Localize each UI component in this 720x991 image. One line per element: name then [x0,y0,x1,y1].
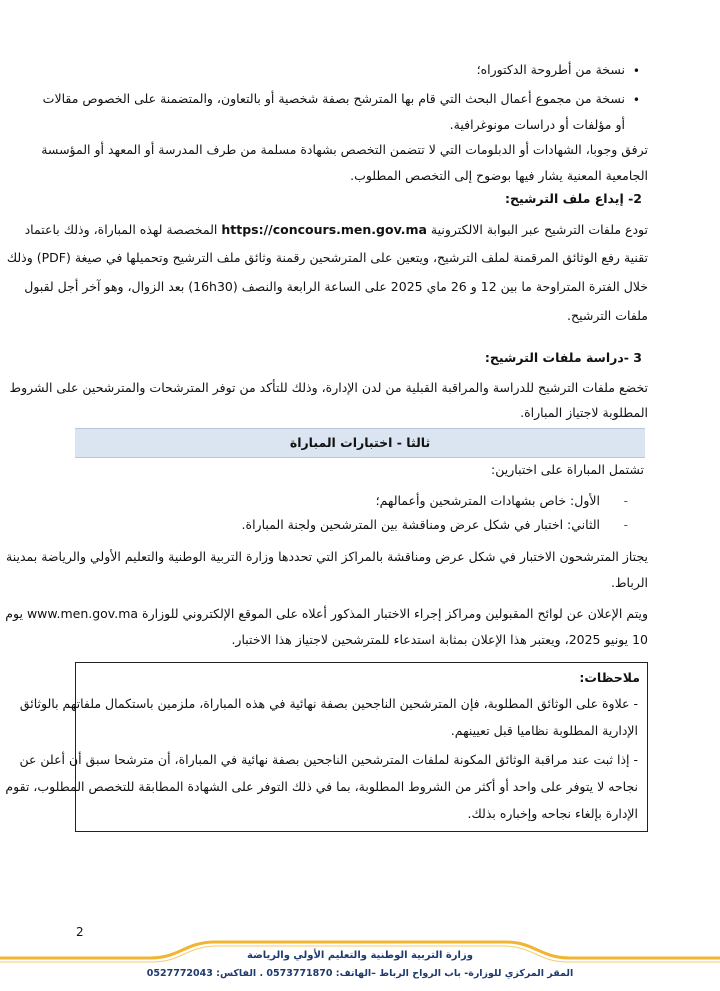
section3-heading: 3 -دراسة ملفات الترشيح: [484,350,642,365]
portal-url-link[interactable]: https://concours.men.gov.ma [221,222,427,237]
exam-item-second: الثاني: اختبار في شكل عرض ومناقشة بين المترشحين ولجنة المباراة. [241,517,600,532]
para-attach-line2: الجامعية المعنية يشار فيها بوضوح إلى التخصص المطلوب. [350,168,648,183]
section2-line2: تقنية رفع الوثائق المرقمنة لملف الترشيح، ويتعين على المترشحين رقمنة وثائق ملف الترشيح وتحميلها في صيغة (PDF) وذلك [6,250,648,265]
para-announce-line1 [5,606,648,621]
para-announce-start: ويتم الإعلان عن لوائح المقبولين ومراكز إجراء الاختبار المذكور أعلاه على الموقع الإلكتروني للوزارة [142,606,648,621]
band-title: ثالثا - اختبارات المباراة [289,435,431,450]
notes-title: ملاحظات: [579,670,640,685]
bullet-research-works-line1: نسخة من مجموع أعمال البحث التي قام بها المترشح بصفة شخصية أو بالتعاون، والمتضمنة على الخصوص مقالات [42,91,625,106]
footer-address: المقر المركزي للوزارة- باب الرواح الرباط –الهاتف: 0573771870 . الفاكس: 0527772043 [146,968,574,979]
section-band [75,428,645,458]
footer-ministry-name: وزارة التربية الوطنية والتعليم الأولي والرياضة [247,950,473,961]
list-dash: - [623,518,628,532]
para-announce-line2: 10 يونيو 2025، ويعتبر هذا الإعلان بمثابة استدعاء للمترشحين لاجتياز هذا الاختبار. [231,632,648,647]
bullet-research-works-line2: أو مؤلفات أو دراسات مونوغرافية. [449,117,625,132]
note2-line1: - إذا ثبت عند مراقبة الوثائق المكونة لملفات المترشحين الناجحين بصفة نهائية في المباراة، أن مترشحا سبق أن أعلن عن [19,752,638,767]
list-dash: - [623,494,628,508]
note1-line2: الإدارية المطلوبة نظاميا قبل تعيينهم. [450,723,638,738]
section2-line1-end: المخصصة لهذه المباراة، وذلك باعتماد [24,222,218,237]
note2-line3: الإدارة بإلغاء نجاحه وإخباره بذلك. [467,806,638,821]
bullet-thesis-copy: نسخة من أطروحة الدكتوراه؛ [476,62,625,77]
section3-line2: المطلوبة لاجتياز المباراة. [520,405,648,420]
note1-line1: - علاوة على الوثائق المطلوبة، فإن المترشحين الناجحين بصفة نهائية في هذه المباراة، ملزمين باستكمال ملفاتهم بالوثائق [19,696,638,711]
section2-line3: خلال الفترة المتراوحة ما بين 12 و 26 ماي 2025 على الساعة الرابعة والنصف (16h30) بعد الزوال، وهو آخر أجل لقبول [24,279,648,294]
exam-item-first: الأول: خاص بشهادات المترشحين وأعمالهم؛ [375,493,600,508]
para-pass-line2: الرباط. [611,575,648,590]
page-number: 2 [76,925,84,939]
section3-line1: تخضع ملفات الترشيح للدراسة والمراقبة القبلية من لدن الإدارة، وذلك للتأكد من توفر المترشحات والمترشحين على الشروط [9,380,648,395]
exams-intro: تشتمل المباراة على اختبارين: [491,462,644,477]
section2-line4: ملفات الترشيح. [567,308,648,323]
section2-line1-start: تودع ملفات الترشيح عبر البوابة الالكترونية [430,222,648,237]
section2-line1 [24,222,648,237]
ministry-url-link[interactable]: www.men.gov.ma [26,606,139,621]
para-attach-line1: ترفق وجوبا، الشهادات أو الدبلومات التي لا تتضمن التخصص بشهادة مسلمة من طرف المدرسة أو المعهد أو المؤسسة [41,142,648,157]
para-announce-end: يوم [5,606,23,621]
bullet-dot: • [632,64,640,78]
bullet-dot: • [632,93,640,107]
note2-line2: نجاحه لا يتوفر على واحد أو أكثر من الشروط المطلوبة، بما في ذلك التوفر على الشهادة المطابقة للتخصص المطلوب، تقوم [5,779,638,794]
para-pass-line1: يجتاز المترشحون الاختبار في شكل عرض ومناقشة بالمراكز التي تحددها وزارة التربية الوطنية والتعليم الأولي والرياضة بمدينة [6,549,648,564]
section2-heading: 2- إيداع ملف الترشيح: [505,191,642,206]
